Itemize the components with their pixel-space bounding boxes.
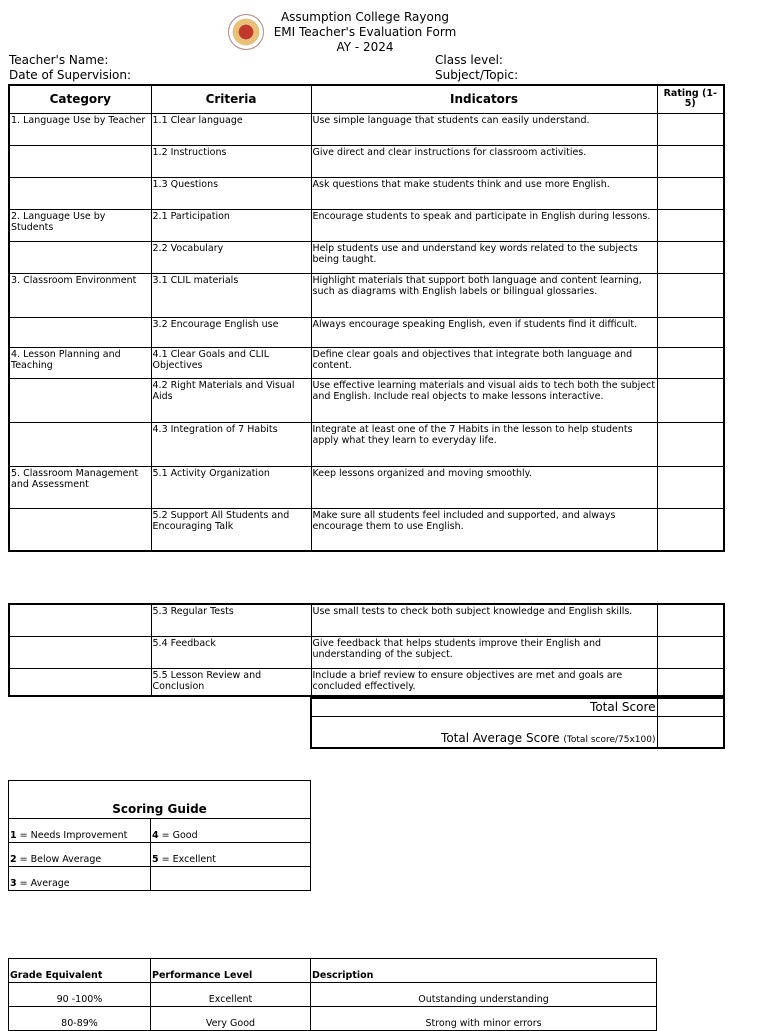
row-category: 2. Language Use by Students <box>9 209 151 241</box>
total-score-label: Total Score <box>311 698 657 716</box>
supervision-date-label: Date of Supervision: <box>9 68 132 82</box>
guide-text: = Good <box>158 830 198 841</box>
row-category <box>9 378 151 422</box>
row-indicator: Encourage students to speak and participate in English during lessons. <box>311 209 657 241</box>
row-criteria: 1.1 Clear language <box>151 113 311 145</box>
form-title: EMI Teacher's Evaluation Form <box>273 25 457 39</box>
row-category <box>9 508 151 551</box>
scoring-guide-title: Scoring Guide <box>9 781 311 819</box>
row-indicator: Use simple language that students can easily understand. <box>311 113 657 145</box>
academic-year: AY - 2024 <box>336 40 394 54</box>
row-criteria: 3.1 CLIL materials <box>151 273 311 317</box>
table-row <box>9 1007 657 1031</box>
grade-range: 90 -100% <box>9 983 151 1007</box>
grade-level: Very Good <box>151 1007 311 1031</box>
rating-cell[interactable] <box>657 241 724 273</box>
row-indicator: Ask questions that make students think and use more English. <box>311 177 657 209</box>
table-row <box>9 145 724 177</box>
header-category: Category <box>9 85 151 113</box>
rating-cell[interactable] <box>657 177 724 209</box>
guide-item <box>9 819 151 843</box>
grade-header-description: Description <box>311 959 657 983</box>
rating-cell[interactable] <box>657 422 724 466</box>
row-category: 5. Classroom Management and Assessment <box>9 466 151 508</box>
grade-header-level: Performance Level <box>151 959 311 983</box>
row-criteria: 5.3 Regular Tests <box>151 604 311 636</box>
rating-cell[interactable] <box>657 668 724 696</box>
guide-item <box>151 819 311 843</box>
rating-cell[interactable] <box>657 604 724 636</box>
guide-num: 3 <box>10 878 17 889</box>
row-category <box>9 177 151 209</box>
row-criteria: 5.5 Lesson Review and Conclusion <box>151 668 311 696</box>
school-seal-icon <box>228 14 264 50</box>
total-average-text: Total Average Score <box>441 731 560 745</box>
grade-header-equivalent: Grade Equivalent <box>9 959 151 983</box>
rating-cell[interactable] <box>657 317 724 347</box>
guide-num: 2 <box>10 854 17 865</box>
row-indicator: Integrate at least one of the 7 Habits in the lesson to help students apply what they learn to everyday life. <box>311 422 657 466</box>
row-indicator: Use small tests to check both subject knowledge and English skills. <box>311 604 657 636</box>
row-criteria: 4.1 Clear Goals and CLIL Objectives <box>151 347 311 378</box>
grade-description: Outstanding understanding <box>311 983 657 1007</box>
school-name: Assumption College Rayong <box>280 10 450 24</box>
total-average-label <box>311 716 657 748</box>
rating-cell[interactable] <box>657 347 724 378</box>
row-criteria: 2.2 Vocabulary <box>151 241 311 273</box>
row-criteria: 3.2 Encourage English use <box>151 317 311 347</box>
table-row <box>9 508 724 551</box>
guide-text: = Needs Improvement <box>16 830 128 841</box>
table-row <box>9 422 724 466</box>
row-criteria: 5.2 Support All Students and Encouraging Talk <box>151 508 311 551</box>
table-row <box>9 317 724 347</box>
class-level-label: Class level: <box>435 53 503 67</box>
row-indicator: Always encourage speaking English, even if students find it difficult. <box>311 317 657 347</box>
rating-cell[interactable] <box>657 508 724 551</box>
evaluation-table-continued <box>8 603 725 697</box>
table-row <box>9 347 724 378</box>
row-category <box>9 317 151 347</box>
row-indicator: Define clear goals and objectives that integrate both language and content. <box>311 347 657 378</box>
rating-cell[interactable] <box>657 145 724 177</box>
grade-level: Excellent <box>151 983 311 1007</box>
rating-cell[interactable] <box>657 378 724 422</box>
row-category <box>9 604 151 636</box>
table-row <box>9 209 724 241</box>
evaluation-table <box>8 84 725 552</box>
row-indicator: Keep lessons organized and moving smoothly. <box>311 466 657 508</box>
header-criteria: Criteria <box>151 85 311 113</box>
row-category: 4. Lesson Planning and Teaching <box>9 347 151 378</box>
row-category <box>9 636 151 668</box>
teacher-name-label: Teacher's Name: <box>9 53 109 67</box>
row-category <box>9 668 151 696</box>
grade-table <box>8 958 657 1031</box>
grade-description: Strong with minor errors <box>311 1007 657 1031</box>
table-row <box>9 983 657 1007</box>
table-row <box>9 113 724 145</box>
row-indicator: Give feedback that helps students improve their English and understanding of the subject. <box>311 636 657 668</box>
row-indicator: Use effective learning materials and visual aids to tech both the subject and English. Include real objects to make lessons interactive. <box>311 378 657 422</box>
row-indicator: Make sure all students feel included and supported, and always encourage them to use English. <box>311 508 657 551</box>
guide-item <box>9 843 151 867</box>
row-criteria: 5.4 Feedback <box>151 636 311 668</box>
row-category: 1. Language Use by Teacher <box>9 113 151 145</box>
row-criteria: 5.1 Activity Organization <box>151 466 311 508</box>
row-category <box>9 145 151 177</box>
total-average-cell[interactable] <box>657 716 724 748</box>
rating-cell[interactable] <box>657 209 724 241</box>
header-indicators: Indicators <box>311 85 657 113</box>
guide-text: = Excellent <box>158 854 217 865</box>
table-row <box>9 241 724 273</box>
form-header <box>260 10 470 55</box>
row-indicator: Include a brief review to ensure objectives are met and goals are concluded effectively. <box>311 668 657 696</box>
score-summary <box>310 697 725 749</box>
scoring-guide <box>8 780 311 891</box>
rating-cell[interactable] <box>657 273 724 317</box>
guide-item <box>151 843 311 867</box>
subject-topic-label: Subject/Topic: <box>435 68 519 82</box>
guide-item <box>9 867 151 891</box>
row-criteria: 2.1 Participation <box>151 209 311 241</box>
guide-text: = Average <box>16 878 70 889</box>
guide-text: = Below Average <box>16 854 102 865</box>
row-category <box>9 241 151 273</box>
total-average-note: (Total score/75x100) <box>563 735 656 745</box>
table-row <box>9 636 724 668</box>
table-row <box>9 177 724 209</box>
total-score-cell[interactable] <box>657 698 724 716</box>
table-row <box>9 273 724 317</box>
guide-num: 5 <box>152 854 159 865</box>
table-row <box>9 378 724 422</box>
row-criteria: 1.3 Questions <box>151 177 311 209</box>
table-row <box>9 604 724 636</box>
rating-cell[interactable] <box>657 113 724 145</box>
table-row <box>9 466 724 508</box>
guide-num: 4 <box>152 830 159 841</box>
row-category: 3. Classroom Environment <box>9 273 151 317</box>
row-category <box>9 422 151 466</box>
row-criteria: 4.2 Right Materials and Visual Aids <box>151 378 311 422</box>
row-indicator: Give direct and clear instructions for classroom activities. <box>311 145 657 177</box>
rating-cell[interactable] <box>657 636 724 668</box>
guide-num: 1 <box>10 830 17 841</box>
rating-cell[interactable] <box>657 466 724 508</box>
grade-range: 80-89% <box>9 1007 151 1031</box>
row-criteria: 1.2 Instructions <box>151 145 311 177</box>
guide-empty <box>151 867 311 891</box>
header-rating: Rating (1-5) <box>657 85 724 113</box>
row-indicator: Highlight materials that support both language and content learning, such as diagrams with English labels or bilingual glossaries. <box>311 273 657 317</box>
table-row <box>9 668 724 696</box>
row-criteria: 4.3 Integration of 7 Habits <box>151 422 311 466</box>
row-indicator: Help students use and understand key words related to the subjects being taught. <box>311 241 657 273</box>
